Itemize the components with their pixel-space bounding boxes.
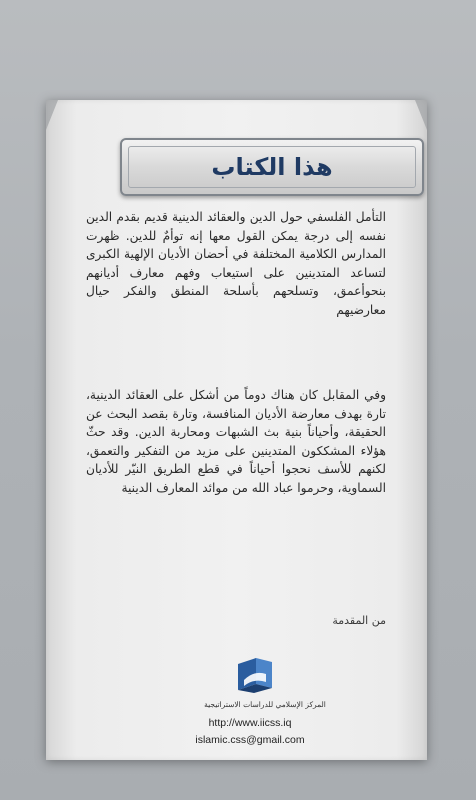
panel-fold-right	[415, 100, 427, 130]
book-logo-icon	[234, 656, 276, 694]
source-note: من المقدمة	[332, 614, 386, 627]
organization-name: المركز الإسلامي للدراسات الاستراتيجية	[204, 700, 326, 709]
panel-fold-left	[46, 100, 58, 130]
email-link[interactable]: islamic.css@gmail.com	[195, 734, 305, 746]
paragraph-1: التأمل الفلسفي حول الدين والعقائد الدينية قديم بقدم الدين نفسه إلى درجة يمكن القول معها إنه توأمٌ للدين. ظهرت المدارس الكلامية المختلفة في أحضان الأديان الإلهية الكبرى لتساعد المتدينين على استيعاب وفهم معارف أديانهم بنحوأعمق، وتسلحهم بأسلحة المنطق والفكر حيال معارضيهم	[86, 210, 386, 317]
title-banner-inner	[128, 146, 416, 188]
page-title: هذا الكتاب	[211, 153, 333, 181]
paragraph-2: وفي المقابل كان هناك دوماً من أشكل على العقائد الدينية، تارة بهدف معارضة الأديان المنافسة، وتارة بقصد البحث عن الحقيقة، وأحياناً بنية بث الشبهات ومحاربة الدين. وقد حثّ هؤلاء المشككون المتدينين على مزيد من التفكير والتعمق، لكنهم للأسف نحجوا أحياناً في قطع الطريق النيّر للأديان السماوية، وحرموا عباد الله من موائد المعارف الدينية	[86, 388, 386, 495]
website-link[interactable]: http://www.iicss.iq	[208, 717, 292, 729]
title-banner	[120, 138, 424, 196]
